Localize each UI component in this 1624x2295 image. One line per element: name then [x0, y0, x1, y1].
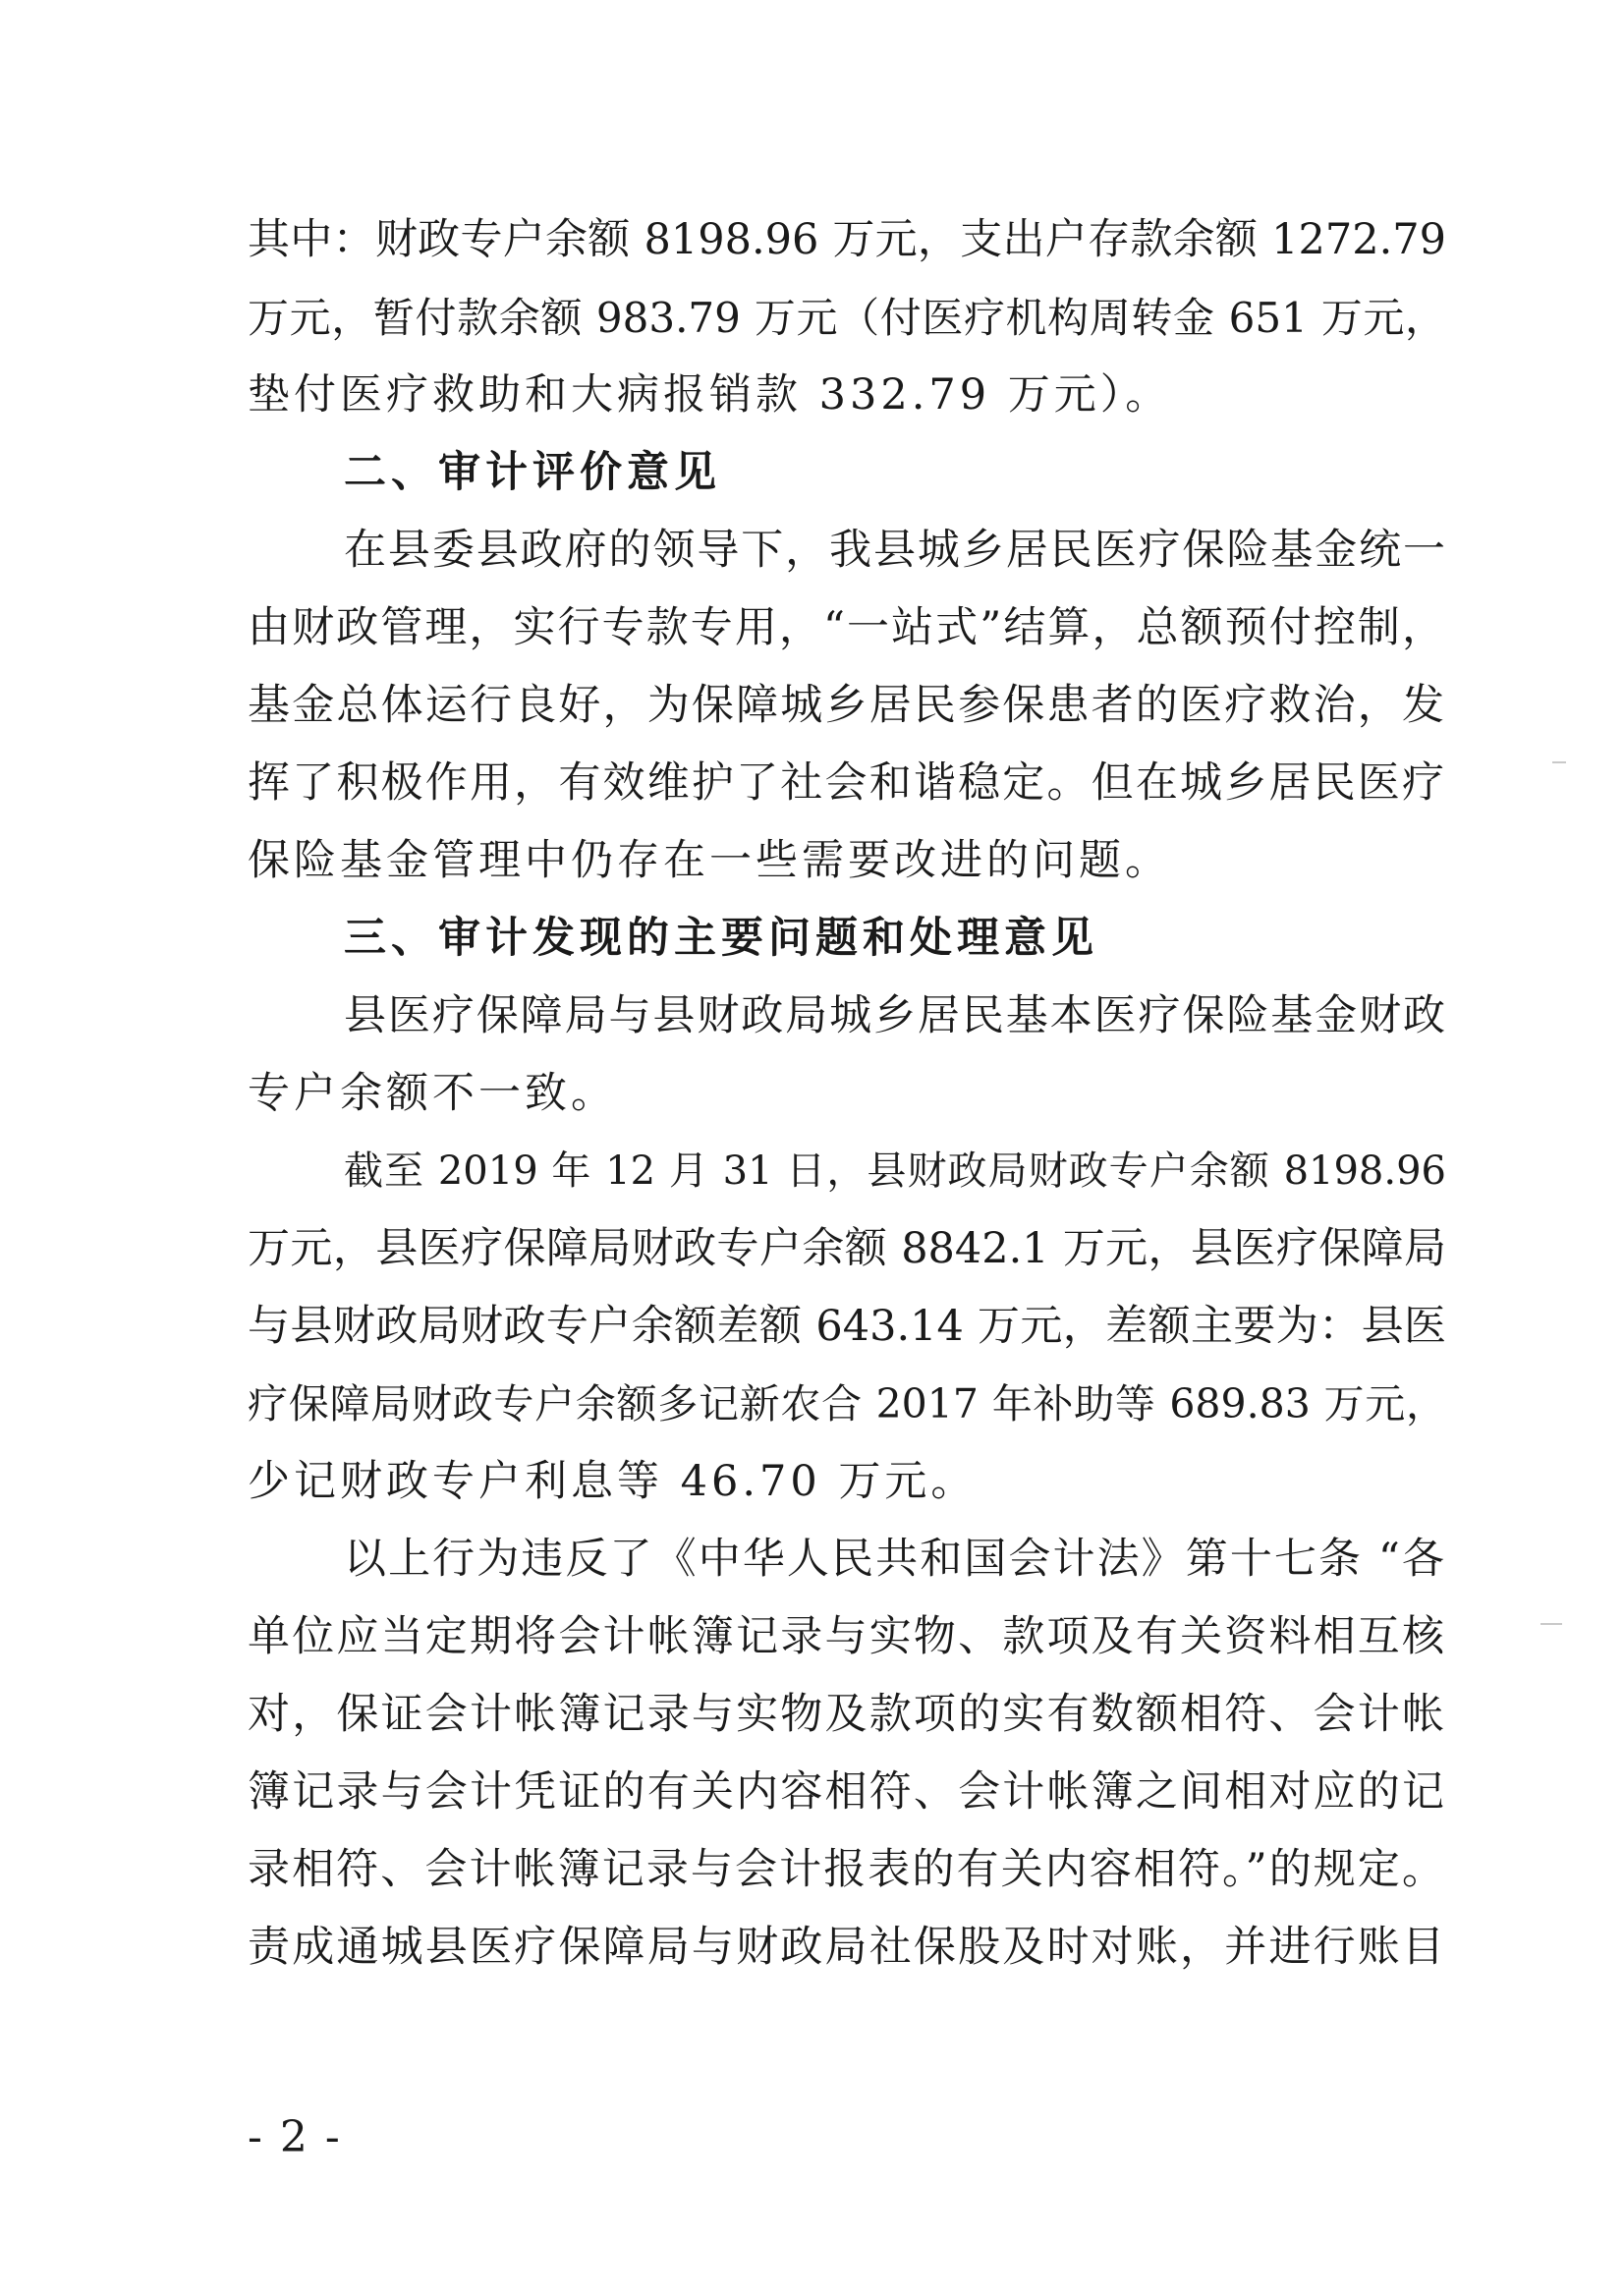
text-line: 其中：财政专户余额 8198.96 万元，支出户存款余额 1272.79 — [248, 215, 1446, 264]
section-heading-evaluation: 二、审计评价意见 — [344, 448, 721, 497]
text-line: 以上行为违反了《中华人民共和国会计法》第十七条 “各 — [344, 1535, 1446, 1584]
text-line: 在县委县政府的领导下，我县城乡居民医疗保险基金统一 — [344, 526, 1446, 575]
text-line: 录相符、会计帐簿记录与会计报表的有关内容相符。”的规定。 — [248, 1845, 1446, 1894]
text-line: 责成通城县医疗保障局与财政局社保股及时对账，并进行账目 — [248, 1923, 1446, 1972]
document-body — [248, 201, 1446, 1987]
page-number: - 2 - — [248, 2112, 342, 2162]
text-line: 与县财政局财政专户余额差额 643.14 万元，差额主要为：县医 — [248, 1302, 1446, 1351]
text-line: 截至 2019 年 12 月 31 日，县财政局财政专户余额 8198.96 — [344, 1148, 1446, 1194]
text-line: 基金总体运行良好，为保障城乡居民参保患者的医疗救治，发 — [248, 681, 1446, 730]
text-line: 单位应当定期将会计帐簿记录与实物、款项及有关资料相互核 — [248, 1612, 1446, 1661]
text-line: 万元，暂付款余额 983.79 万元（付医疗机构周转金 651 万元， — [248, 294, 1446, 342]
text-line: 少记财政专户利息等 46.70 万元。 — [248, 1457, 978, 1506]
text-line: 万元，县医疗保障局财政专户余额 8842.1 万元，县医疗保障局 — [248, 1224, 1446, 1273]
text-line: 对，保证会计帐簿记录与实物及款项的实有数额相符、会计帐 — [248, 1690, 1446, 1739]
text-line: 垫付医疗救助和大病报销款 332.79 万元）。 — [248, 370, 1172, 420]
text-line: 保险基金管理中仍存在一些需要改进的问题。 — [248, 836, 1171, 885]
section-heading-findings: 三、审计发现的主要问题和处理意见 — [344, 914, 1098, 963]
scan-speck — [1540, 1623, 1562, 1625]
text-line: 疗保障局财政专户余额多记新农合 2017 年补助等 689.83 万元， — [248, 1380, 1446, 1427]
text-line: 挥了积极作用，有效维护了社会和谐稳定。但在城乡居民医疗 — [248, 758, 1446, 808]
text-line: 县医疗保障局与县财政局城乡居民基本医疗保险基金财政 — [344, 991, 1446, 1040]
text-line: 由财政管理，实行专款专用，“一站式”结算，总额预付控制， — [248, 603, 1446, 652]
scan-speck — [1552, 761, 1566, 763]
text-line: 专户余额不一致。 — [248, 1069, 617, 1118]
text-line: 簿记录与会计凭证的有关内容相符、会计帐簿之间相对应的记 — [248, 1767, 1446, 1817]
